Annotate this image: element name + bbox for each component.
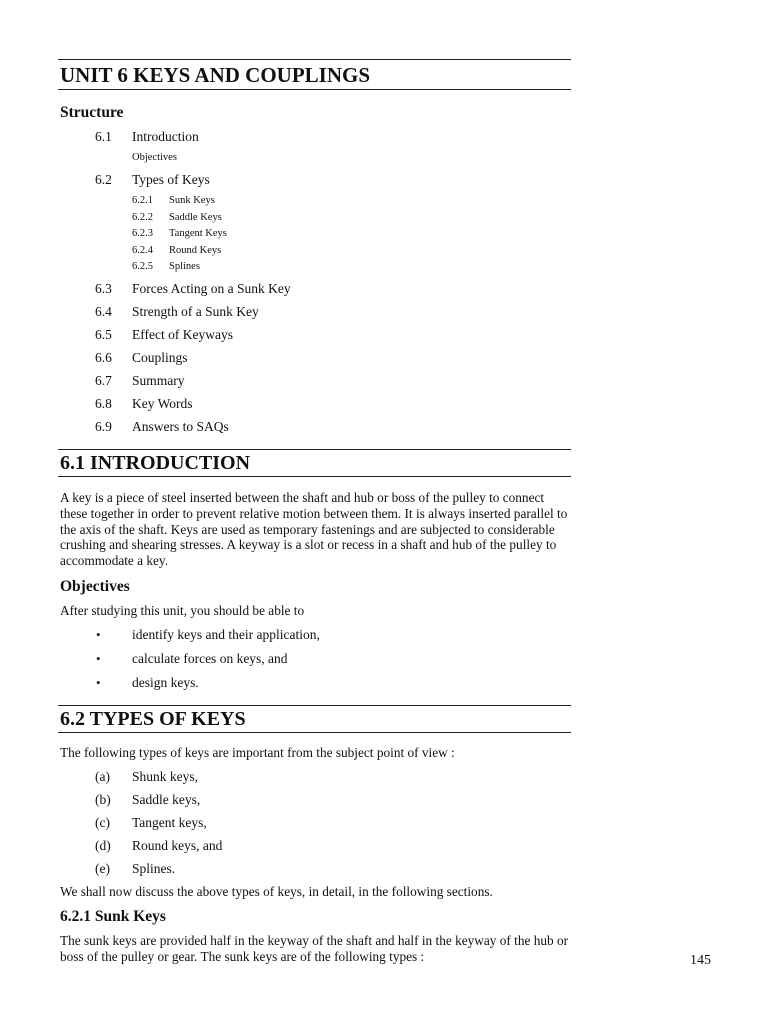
- toc-item: Key Words: [132, 396, 193, 411]
- sunk-paragraph: The sunk keys are provided half in the keyway of the shaft and half in the keyway of the hub or boss of the pulley or gear. The sunk keys are of the following types :: [60, 933, 569, 964]
- type-item: Saddle keys,: [132, 792, 201, 807]
- toc-item: Effect of Keyways: [132, 327, 233, 342]
- toc-item: Objectives: [132, 152, 177, 163]
- toc-item: Strength of a Sunk Key: [132, 304, 259, 319]
- toc-num: 6.2: [95, 172, 112, 187]
- structure-heading: Structure: [60, 104, 124, 121]
- type-label: (a): [95, 769, 110, 784]
- objective-item: calculate forces on keys, and: [132, 651, 288, 666]
- intro-heading: 6.1 INTRODUCTION: [60, 452, 251, 474]
- type-label: (b): [95, 792, 111, 807]
- objective-item: identify keys and their application,: [132, 627, 320, 642]
- type-item: Shunk keys,: [132, 769, 199, 784]
- toc-subitem: Saddle Keys: [169, 212, 222, 223]
- toc-subnum: 6.2.3: [132, 228, 153, 239]
- toc-subitem: Tangent Keys: [169, 228, 227, 239]
- type-item: Tangent keys,: [132, 815, 207, 830]
- toc-num: 6.5: [95, 327, 112, 342]
- toc-item: Types of Keys: [132, 172, 210, 187]
- objective-item: design keys.: [132, 675, 199, 690]
- type-label: (d): [95, 838, 111, 853]
- toc-num: 6.4: [95, 304, 112, 319]
- toc-subitem: Splines: [169, 261, 200, 272]
- toc-item: Couplings: [132, 350, 188, 365]
- bullet-icon: •: [96, 651, 101, 666]
- toc-num: 6.8: [95, 396, 112, 411]
- bullet-icon: •: [96, 675, 101, 690]
- bullet-icon: •: [96, 627, 101, 642]
- toc-num: 6.1: [95, 129, 112, 144]
- sunk-heading: 6.2.1 Sunk Keys: [60, 908, 166, 925]
- type-label: (e): [95, 861, 110, 876]
- toc-subnum: 6.2.2: [132, 212, 153, 223]
- types-lead: The following types of keys are important from the subject point of view :: [60, 745, 455, 760]
- toc-num: 6.6: [95, 350, 112, 365]
- toc-num: 6.7: [95, 373, 112, 388]
- type-item: Round keys, and: [132, 838, 223, 853]
- unit-title: UNIT 6 KEYS AND COUPLINGS: [60, 63, 371, 87]
- toc-subnum: 6.2.4: [132, 245, 153, 256]
- type-item: Splines.: [132, 861, 176, 876]
- objectives-lead: After studying this unit, you should be able to: [60, 603, 305, 618]
- page-number: 145: [690, 953, 711, 968]
- types-closing: We shall now discuss the above types of keys, in detail, in the following sections.: [60, 884, 493, 899]
- toc-num: 6.9: [95, 419, 112, 434]
- intro-paragraph: A key is a piece of steel inserted between the shaft and hub or boss of the pulley to connect these together in order to prevent relative motion between them. It is always inserted parallel to the axis of the shaft. Keys are used as temporary fastenings and are subjected to considerable crushing and shearing stresses. A keyway is a slot or recess in a shaft and hub of the pulley to accommodate a key.: [60, 490, 568, 569]
- objectives-heading: Objectives: [60, 578, 130, 595]
- toc-item: Summary: [132, 373, 185, 388]
- toc-item: Introduction: [132, 129, 199, 144]
- toc-subitem: Sunk Keys: [169, 195, 215, 206]
- toc-num: 6.3: [95, 281, 112, 296]
- toc-subnum: 6.2.5: [132, 261, 153, 272]
- toc-item: Forces Acting on a Sunk Key: [132, 281, 291, 296]
- type-label: (c): [95, 815, 110, 830]
- toc-subitem: Round Keys: [169, 245, 222, 256]
- types-heading: 6.2 TYPES OF KEYS: [60, 708, 246, 730]
- toc-item: Answers to SAQs: [132, 419, 229, 434]
- toc-subnum: 6.2.1: [132, 195, 153, 206]
